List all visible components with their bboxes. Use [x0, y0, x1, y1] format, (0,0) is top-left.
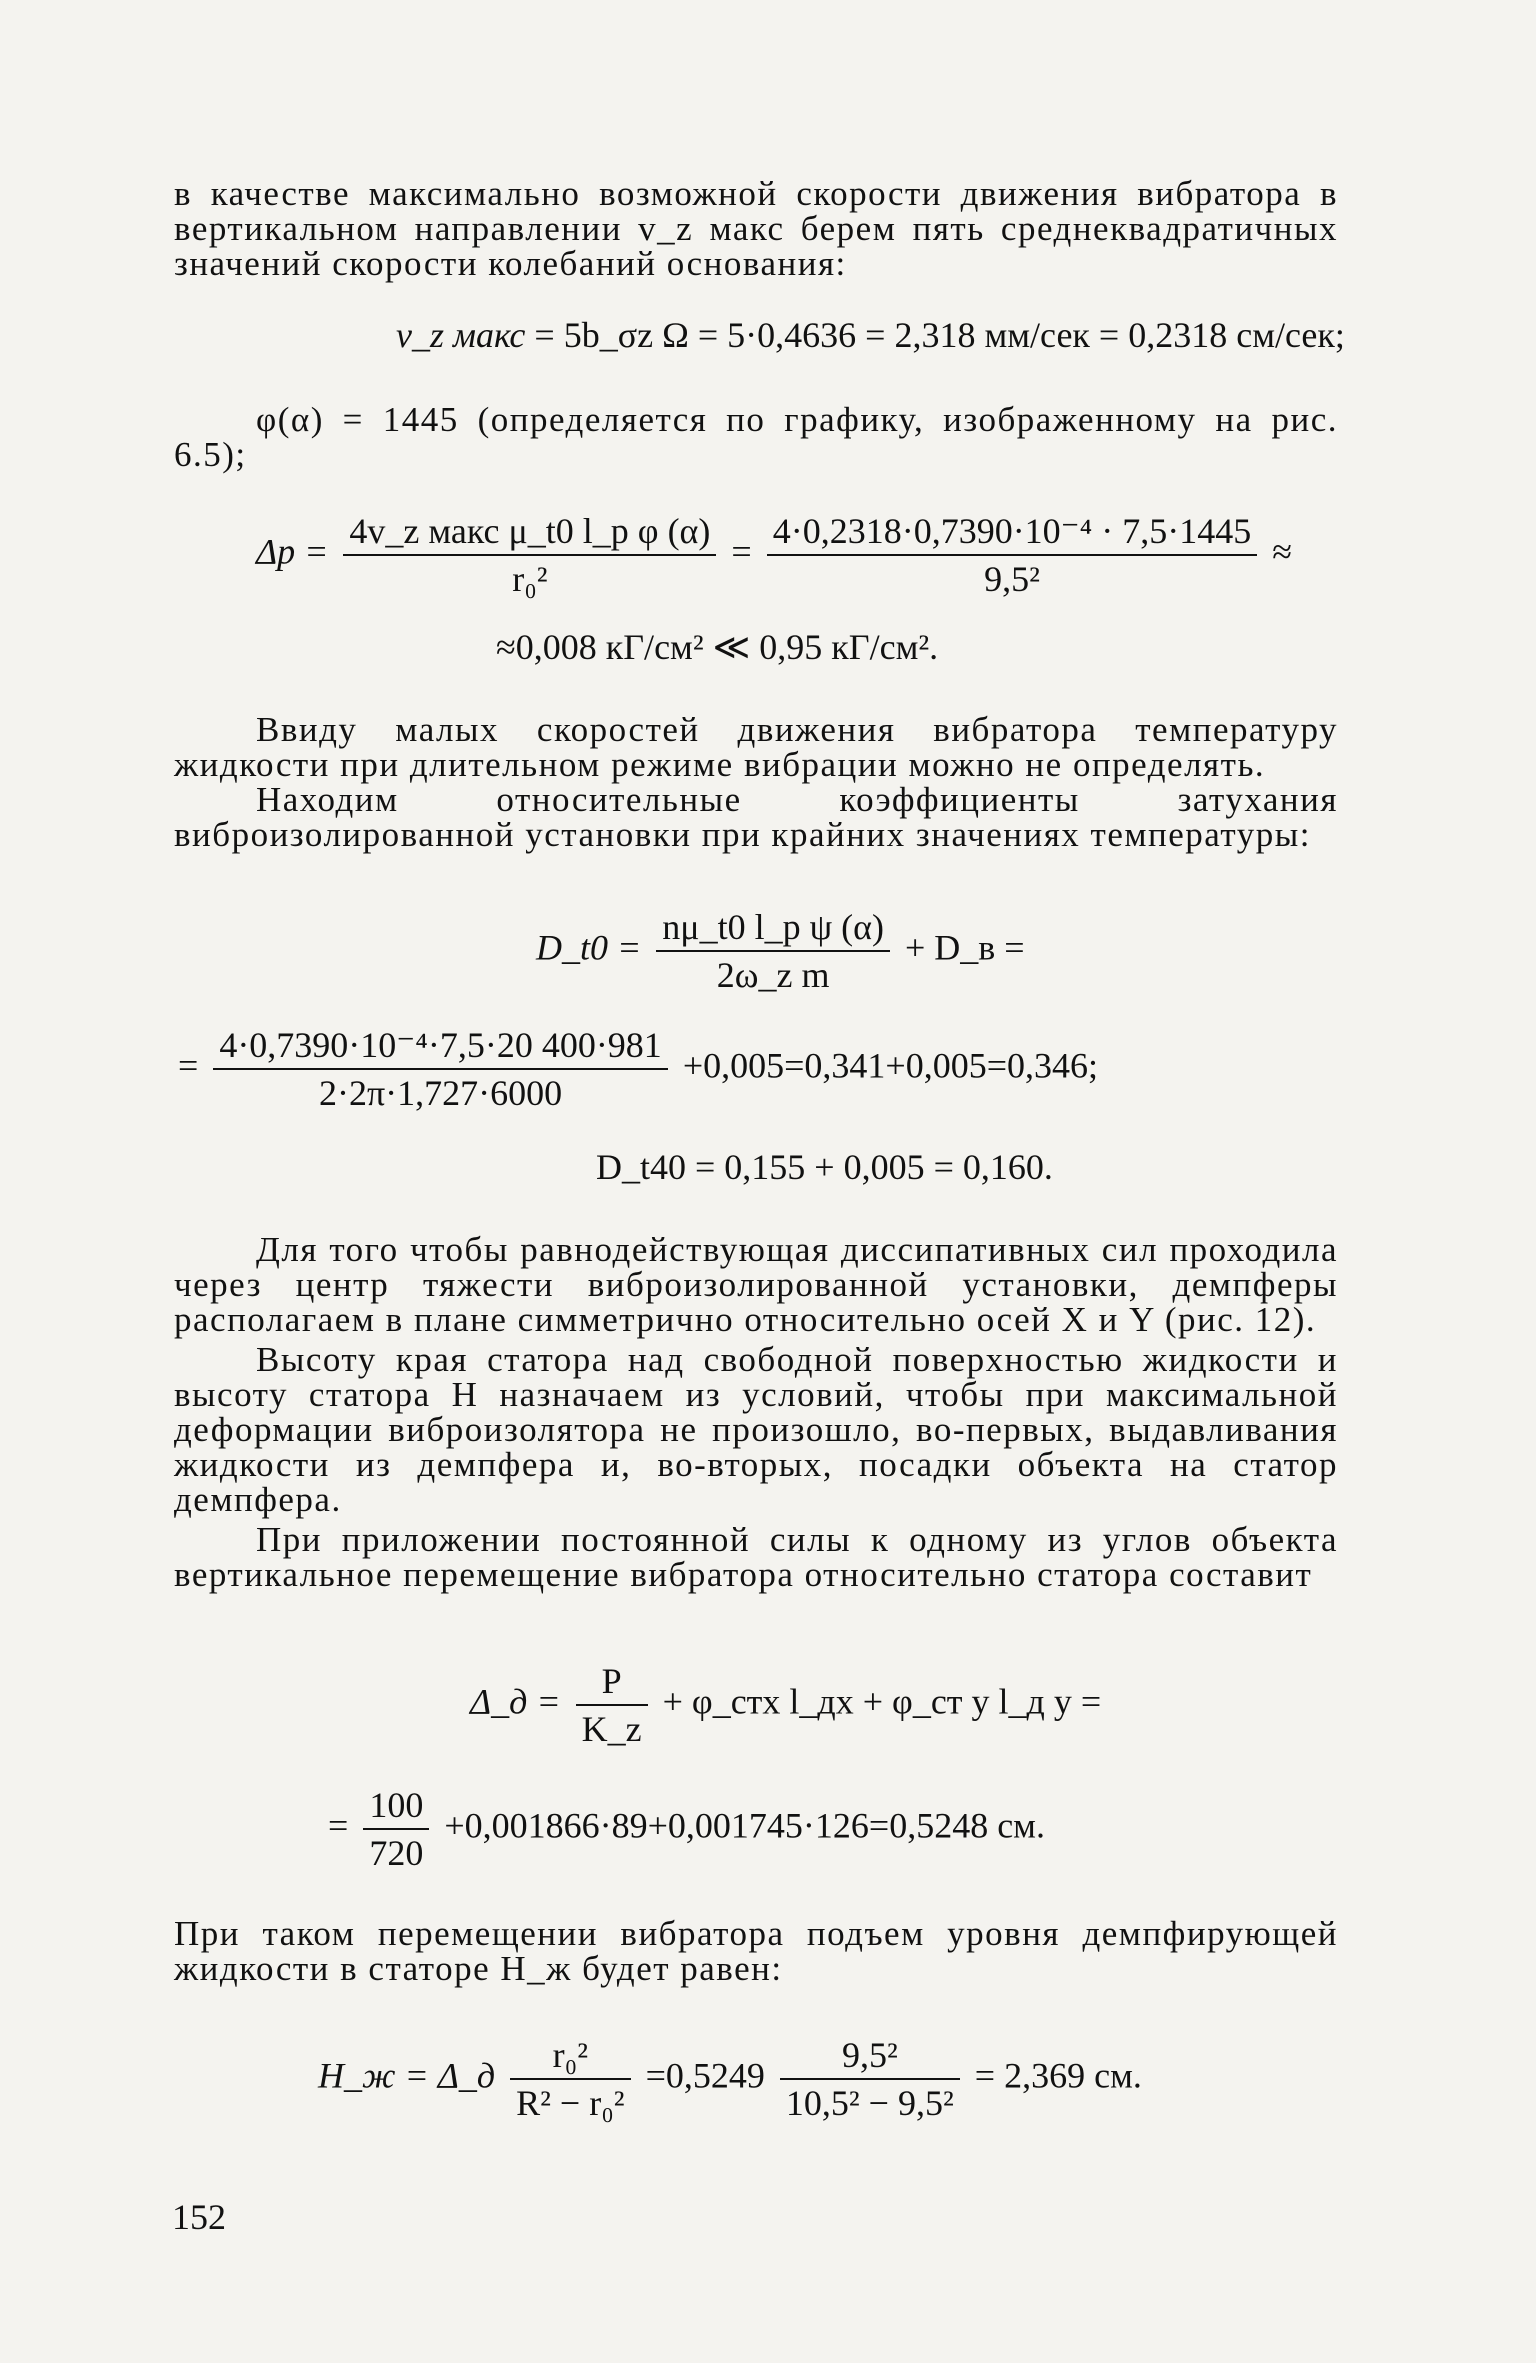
fraction-denominator: r₀² [343, 554, 716, 598]
paragraph-7: При приложении постоянной силы к одному из углов объекта вертикальное перемещение вибратора относительно статора составит [174, 1520, 1338, 1594]
formula-dd-lhs: Δ_д = [470, 1681, 561, 1722]
paragraph-5: Для того чтобы равнодействующая диссипативных сил проходила через центр тяжести виброизолированной установки, демпферы располагаем в плане симметрично относительно осей X и Y (рис. 12). [174, 1230, 1338, 1339]
formula-vz-lhs: v_z макс [396, 315, 526, 355]
formula-dt0-lhs: D_t0 = [536, 927, 642, 968]
fraction-dp-symbolic [343, 512, 716, 598]
paragraph-2: φ(α) = 1445 (определяется по графику, изображенному на рис. 6.5); [174, 400, 1338, 474]
paragraph-1: в качестве максимально возможной скорости движения вибратора в вертикальном направлении v_z макс берем пять среднеквадратичных значений скорости колебаний основания: [174, 174, 1338, 283]
fraction-dt0-symbolic [656, 908, 890, 994]
formula-dt0-numeric: = $\frac{\text{4·0,7390·10⁻⁴·7,5·20 400·981}}{2\cdot 2\pi\cdot 1,727\cdot 6000}$ +0,005=0,341+0,005=0,346; [178, 1025, 1099, 1113]
fraction-numerator: P [601, 1661, 622, 1701]
formula-h-zh [318, 2036, 1142, 2122]
formula-vz-rhs: = 5b_σz Ω = 5·0,4636 = 2,318 мм/сек = 0,2318 см/сек; [534, 315, 1345, 355]
fraction-denominator: 10,5² − 9,5² [780, 2078, 960, 2122]
formula-delta-p-result: ≈0,008 кГ/см² ≪ 0,95 кГ/см². [496, 627, 939, 667]
formula-dt0 [536, 908, 1025, 994]
fraction-denominator: 9,5² [767, 554, 1258, 598]
fraction-hzh-numeric [780, 2036, 960, 2122]
fraction-dp-numeric [767, 512, 1258, 598]
fraction-denominator: K_z [576, 1704, 648, 1748]
formula-dt0-tail: + D_в = [904, 927, 1025, 968]
formula-dp-tail: ≈ [1272, 531, 1292, 572]
paragraph-6: Высоту края статора над свободной поверхностью жидкости и высоту статора H назначаем из условий, чтобы при максимальной деформации виброизолятора не произошло, во-первых, выдавливания жидкости из демпфера и, во-вторых, посадки объекта на статор демпфера. [174, 1340, 1338, 1519]
fraction-denominator: 2ω_z m [656, 950, 890, 994]
fraction-dd-numeric [363, 1786, 429, 1872]
fraction-numerator: r₀² [552, 2035, 589, 2075]
fraction-numerator: 4v_z макс μ_t0 l_p φ (α) [349, 511, 711, 551]
fraction-hzh-symbolic [510, 2036, 630, 2122]
formula-dd-tail: + φ_стx l_дx + φ_ст y l_д y = [662, 1681, 1102, 1722]
fraction-denominator: R² − r₀² [510, 2078, 630, 2122]
formula-vz-max [396, 316, 1345, 354]
formula-dt0-tail2: +0,005=0,341+0,005=0,346; [682, 1045, 1099, 1086]
formula-hzh-lhs: H_ж = Δ_д [318, 2055, 496, 2096]
fraction-numerator: 4·0,2318·0,7390·10⁻⁴ · 7,5·1445 [772, 511, 1252, 551]
page-number: 152 [172, 2197, 226, 2237]
paragraph-3: Ввиду малых скоростей движения вибратора температуру жидкости при длительном режиме вибрации можно не определять. [174, 710, 1338, 784]
fraction-denominator: 2·2π·1,727·6000 [213, 1068, 668, 1112]
fraction-denominator: 720 [363, 1828, 429, 1872]
fraction-numerator: nμ_t0 l_p ψ (α) [662, 907, 884, 947]
formula-hzh-mid: =0,5249 [645, 2055, 765, 2096]
formula-dd-tail2: +0,001866·89+0,001745·126=0,5248 см. [444, 1805, 1045, 1846]
fraction-dd-symbolic [576, 1662, 648, 1748]
paragraph-8: При таком перемещении вибратора подъем уровня демпфирующей жидкости в статоре H_ж будет равен: [174, 1914, 1338, 1988]
paragraph-4: Находим относительные коэффициенты затухания виброизолированной установки при крайних значениях температуры: [174, 780, 1338, 854]
fraction-numerator: 4·0,7390·10⁻⁴·7,5·20 400·981 [219, 1025, 662, 1065]
formula-delta-d-numeric: = $\frac{100}{720}$ +0,001866·89+0,001745·126=0,5248 см. [328, 1785, 1045, 1873]
fraction-numerator: 9,5² [841, 2035, 898, 2075]
formula-delta-d [470, 1662, 1101, 1748]
formula-dp-lhs: Δp = [256, 531, 329, 572]
formula-dt40: D_t40 = 0,155 + 0,005 = 0,160. [596, 1147, 1053, 1187]
fraction-numerator: 100 [369, 1785, 424, 1825]
fraction-dt0-numeric [213, 1026, 668, 1112]
formula-delta-p: Δp = $\frac{\text{4v\_z макс μ\_t0 l\_p φ (α)}}{\text{r₀²}}$ = $\frac{\text{4·0,2318·0,7390·10⁻⁴ · 7,5·1445}}{\text{9,5²}}$ ≈ [256, 511, 1292, 599]
formula-hzh-tail: = 2,369 см. [974, 2055, 1142, 2096]
